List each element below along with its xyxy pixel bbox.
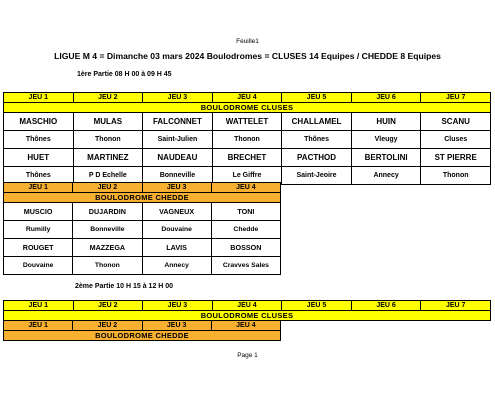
jeu-4-header: JEU 4 [212, 93, 282, 103]
chedde-table-partie-2 [3, 320, 281, 341]
team-name: BOSSON [211, 239, 280, 257]
boulodrome-chedde-row [4, 331, 281, 341]
team-city: Thônes [282, 131, 352, 149]
team-city: Vleugy [351, 131, 421, 149]
team-city: P D Echelle [73, 167, 143, 185]
jeu-4-header: JEU 4 [211, 183, 280, 193]
team-city: Bonneville [73, 221, 142, 239]
table-row [4, 131, 491, 149]
team-name: MASCHIO [4, 113, 74, 131]
team-city: Bonneville [143, 167, 213, 185]
boulodrome-chedde-label: BOULODROME CHEDDE [4, 331, 281, 341]
jeu-2-header: JEU 2 [73, 183, 142, 193]
team-city: Le Giffre [212, 167, 282, 185]
team-name: NAUDEAU [143, 149, 213, 167]
jeu-header-row [4, 183, 281, 193]
jeu-2-header: JEU 2 [73, 321, 142, 331]
jeu-header-row [4, 93, 491, 103]
jeu-2-header: JEU 2 [73, 93, 143, 103]
team-name: MUSCIO [4, 203, 73, 221]
boulodrome-cluses-label: BOULODROME CLUSES [4, 311, 491, 321]
team-city: Annecy [351, 167, 421, 185]
team-name: SCANU [421, 113, 491, 131]
jeu-1-header: JEU 1 [4, 321, 73, 331]
boulodrome-cluses-label: BOULODROME CLUSES [4, 103, 491, 113]
jeu-7-header: JEU 7 [421, 93, 491, 103]
team-name: LAVIS [142, 239, 211, 257]
jeu-header-row [4, 321, 281, 331]
main-title: LIGUE M 4 = Dimanche 03 mars 2024 Boulodromes = CLUSES 14 Equipes / CHEDDE 8 Equipes [54, 51, 441, 61]
team-name: TONI [211, 203, 280, 221]
jeu-1-header: JEU 1 [4, 183, 73, 193]
jeu-3-header: JEU 3 [143, 93, 213, 103]
team-name: HUIN [351, 113, 421, 131]
team-name: MAZZEGA [73, 239, 142, 257]
page-footer: Page 1 [237, 352, 258, 359]
jeu-2-header: JEU 2 [73, 301, 143, 311]
team-name: ROUGET [4, 239, 73, 257]
partie-2-label: 2ème Partie 10 H 15 à 12 H 00 [75, 283, 174, 290]
team-name: BERTOLINI [351, 149, 421, 167]
jeu-6-header: JEU 6 [351, 301, 421, 311]
team-name: FALCONNET [143, 113, 213, 131]
partie-1-label: 1ère Partie 08 H 00 à 09 H 45 [77, 71, 172, 78]
jeu-3-header: JEU 3 [142, 321, 211, 331]
team-city: Thonon [421, 167, 491, 185]
sheet-title: Feuille1 [236, 38, 259, 45]
team-city: Rumilly [4, 221, 73, 239]
team-city: Annecy [142, 257, 211, 275]
team-city: Thonon [73, 131, 143, 149]
boulodrome-cluses-row [4, 103, 491, 113]
team-name: VAGNEUX [142, 203, 211, 221]
team-name: CHALLAMEL [282, 113, 352, 131]
jeu-1-header: JEU 1 [4, 301, 74, 311]
jeu-3-header: JEU 3 [142, 183, 211, 193]
team-name: PACTHOD [282, 149, 352, 167]
jeu-3-header: JEU 3 [143, 301, 213, 311]
team-name: MULAS [73, 113, 143, 131]
team-name: BRECHET [212, 149, 282, 167]
chedde-table-partie-1 [3, 182, 281, 275]
table-row [4, 203, 281, 221]
team-city: Saint-Jeoire [282, 167, 352, 185]
jeu-6-header: JEU 6 [351, 93, 421, 103]
team-name: MARTINEZ [73, 149, 143, 167]
team-city: Cravves Sales [211, 257, 280, 275]
cluses-table-partie-2 [3, 300, 491, 321]
table-row [4, 257, 281, 275]
team-city: Douvaine [142, 221, 211, 239]
boulodrome-chedde-row [4, 193, 281, 203]
cluses-table-partie-1 [3, 92, 491, 185]
table-row [4, 221, 281, 239]
table-row [4, 113, 491, 131]
team-name: ST PIERRE [421, 149, 491, 167]
jeu-5-header: JEU 5 [282, 93, 352, 103]
jeu-5-header: JEU 5 [282, 301, 352, 311]
team-city: Thonon [212, 131, 282, 149]
table-row [4, 149, 491, 167]
jeu-1-header: JEU 1 [4, 93, 74, 103]
team-name: WATTELET [212, 113, 282, 131]
jeu-7-header: JEU 7 [421, 301, 491, 311]
jeu-header-row [4, 301, 491, 311]
jeu-4-header: JEU 4 [211, 321, 280, 331]
jeu-4-header: JEU 4 [212, 301, 282, 311]
team-city: Thonon [73, 257, 142, 275]
team-name: DUJARDIN [73, 203, 142, 221]
team-city: Saint-Julien [143, 131, 213, 149]
boulodrome-chedde-label: BOULODROME CHEDDE [4, 193, 281, 203]
team-city: Thônes [4, 131, 74, 149]
table-row [4, 239, 281, 257]
team-city: Cluses [421, 131, 491, 149]
team-name: HUET [4, 149, 74, 167]
boulodrome-cluses-row [4, 311, 491, 321]
team-city: Thônes [4, 167, 74, 185]
team-city: Chedde [211, 221, 280, 239]
team-city: Douvaine [4, 257, 73, 275]
